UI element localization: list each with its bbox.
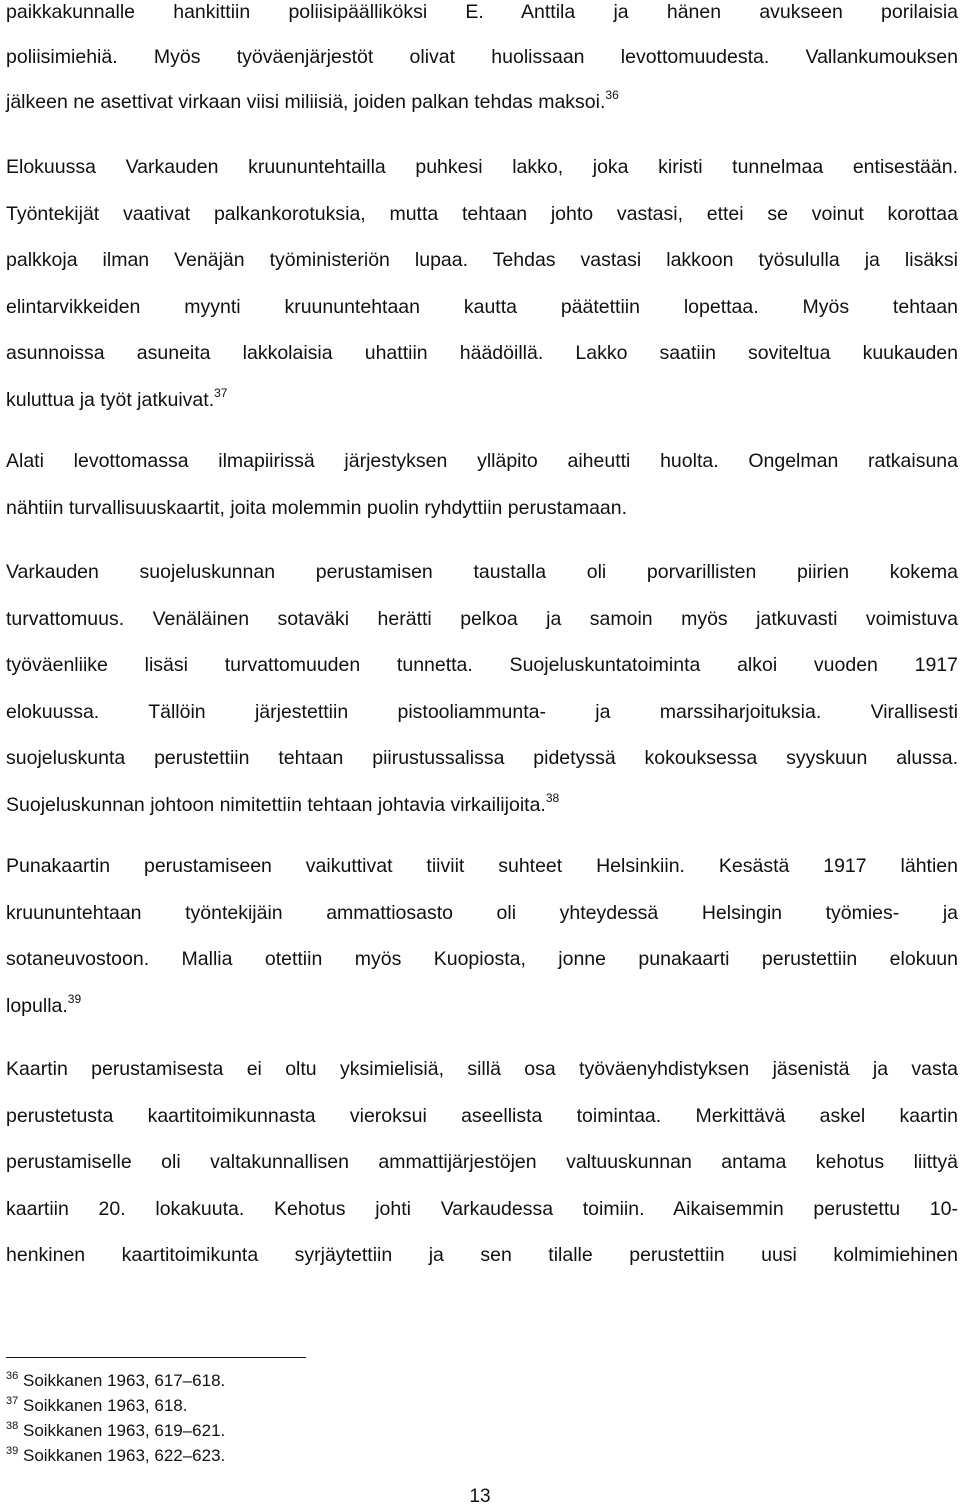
text-line: Punakaartin perustamiseen vaikuttivat tiiviit suhteet Helsinkiin. Kesästä 1917 lähtien (6, 855, 958, 877)
text-line: perustamiselle oli valtakunnallisen ammattijärjestöjen valtuuskunnan antama kehotus liittyä (6, 1151, 958, 1173)
text-line: sotaneuvostoon. Mallia otettiin myös Kuopiosta, jonne punakaarti perustettiin elokuun (6, 948, 958, 970)
text-line: jälkeen ne asettivat virkaan viisi miliisiä, joiden palkan tehdas maksoi.$^{36}$ (6, 88, 619, 113)
text-line: paikkakunnalle hankittiin poliisipäälliköksi E. Anttila ja hänen avukseen porilaisia (6, 1, 958, 23)
text-line: asunnoissa asuneita lakkolaisia uhattiin häädöillä. Lakko saatiin soviteltua kuukauden (6, 342, 958, 364)
footnote: $^{39}$ Soikkanen 1963, 622–623. (6, 1445, 226, 1465)
text-line: poliisimiehiä. Myös työväenjärjestöt olivat huolissaan levottomuudesta. Vallankumouksen (6, 46, 958, 68)
text-line: Varkauden suojeluskunnan perustamisen taustalla oli porvarillisten piirien kokema (6, 561, 958, 583)
text-line: elokuussa. Tällöin järjestettiin pistooliammunta- ja marssiharjoituksia. Virallisesti (6, 700, 958, 723)
footnote: $^{37}$ Soikkanen 1963, 618. (6, 1395, 188, 1415)
footnote-ref: 36 (605, 88, 619, 102)
text-line: nähtiin turvallisuuskaartit, joita molemmin puolin ryhdyttiin perustamaan. (6, 496, 628, 519)
text-line: Elokuussa Varkauden kruununtehtailla puhkesi lakko, joka kiristi tunnelmaa entisestään. (6, 156, 958, 178)
paragraph-3 (6, 549, 958, 828)
text-line: turvattomuus. Venäläinen sotaväki herätti pelkoa ja samoin myös jatkuvasti voimistuva (6, 607, 958, 630)
text-line: kuluttua ja työt jatkuivat.$^{37}$ (6, 385, 228, 411)
paragraph-4 (6, 843, 958, 1029)
footnote-ref: 38 (545, 790, 560, 805)
text-line: henkinen kaartitoimikunta syrjäytettiin ja sen tilalle perustettiin uusi kolmimiehinen (6, 1244, 958, 1266)
footnote-separator (6, 1357, 306, 1358)
page-number: 13 (469, 1486, 491, 1507)
text-line: Suojeluskunnan johtoon nimitettiin tehtaan johtavia virkailijoita.$^{38}$ (6, 790, 560, 816)
paragraph-1 (6, 144, 958, 423)
text-line: Kaartin perustamisesta ei oltu yksimielisiä, sillä osa työväenyhdistyksen jäsenistä ja vasta (6, 1058, 958, 1080)
text-line: lopulla.$^{39}$ (6, 991, 82, 1017)
text-line: suojeluskunta perustettiin tehtaan piirustussalissa pidetyssä kokouksessa syyskuun alussa. (6, 747, 958, 769)
text-line: perustetusta kaartitoimikunnasta vieroksui aseellista toimintaa. Merkittävä askel kaartin (6, 1104, 958, 1127)
footnote: $^{38}$ Soikkanen 1963, 619–621. (6, 1420, 226, 1440)
footnote: $^{36}$ Soikkanen 1963, 617–618. (6, 1370, 226, 1390)
paragraph-0 (6, 0, 958, 125)
text-line: työväenliike lisäsi turvattomuuden tunnetta. Suojeluskuntatoiminta alkoi vuoden 1917 (6, 654, 958, 676)
text-line: palkkoja ilman Venäjän työministeriön lupaa. Tehdas vastasi lakkoon työsululla ja lisäksi (6, 249, 958, 271)
text-line: kruununtehtaan työntekijäin ammattiosasto oli yhteydessä Helsingin työmies- ja (6, 901, 958, 924)
text-line: kaartiin 20. lokakuuta. Kehotus johti Varkaudessa toimiin. Aikaisemmin perustettu 10- (6, 1197, 958, 1220)
paragraph-5 (6, 1046, 958, 1279)
footnotes (6, 1368, 225, 1468)
paragraph-2 (6, 438, 958, 531)
footnote-ref: 39 (67, 991, 82, 1006)
footnote-ref: 37 (214, 385, 228, 400)
text-line: Alati levottomassa ilmapiirissä järjestyksen ylläpito aiheutti huolta. Ongelman ratkaisuna (6, 450, 958, 472)
text-line: elintarvikkeiden myynti kruununtehtaan kautta päätettiin lopettaa. Myös tehtaan (6, 295, 958, 318)
text-line: Työntekijät vaativat palkankorotuksia, mutta tehtaan johto vastasi, ettei se voinut korottaa (6, 202, 958, 225)
